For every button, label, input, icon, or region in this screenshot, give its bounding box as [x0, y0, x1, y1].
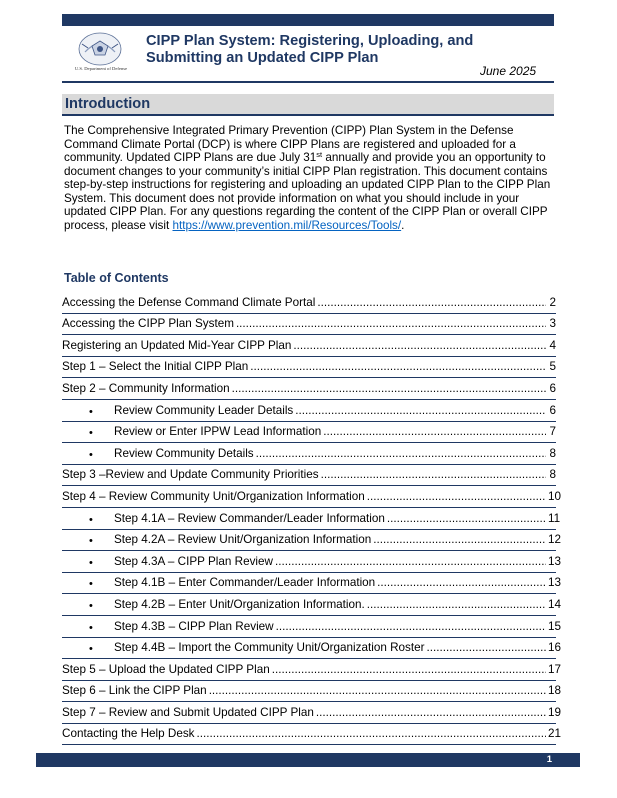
toc-entry-title: Step 5 – Upload the Updated CIPP Plan [62, 662, 270, 676]
toc-entry-title: Step 7 – Review and Submit Updated CIPP Plan [62, 705, 314, 719]
toc-entry-title: Review Community Leader Details [114, 403, 294, 417]
bullet-icon: • [89, 621, 93, 634]
toc-entry[interactable] [62, 573, 562, 595]
toc-page-number: 8 [549, 468, 556, 482]
toc-dot-leader [197, 727, 546, 740]
toc-entry[interactable] [62, 378, 556, 400]
bullet-icon: • [89, 556, 93, 569]
bullet-icon: • [89, 643, 93, 656]
toc-dot-leader [232, 382, 546, 395]
toc-entry[interactable] [62, 616, 562, 638]
toc-page-number: 19 [548, 705, 562, 719]
page-number: 1 [546, 754, 552, 765]
toc-entry[interactable] [62, 530, 562, 552]
header-bar [62, 14, 554, 26]
toc-entry-title: Step 1 – Select the Initial CIPP Plan [62, 360, 249, 374]
toc-page-number: 2 [549, 295, 556, 309]
toc-entry-title: Step 4.2B – Enter Unit/Organization Information. [114, 597, 365, 611]
toc-page-number: 10 [548, 489, 562, 503]
toc-entry-title: Accessing the Defense Command Climate Portal [62, 295, 316, 309]
toc-dot-leader [256, 447, 546, 460]
toc-dot-leader [373, 533, 546, 546]
toc-entry[interactable] [62, 357, 556, 379]
section-header [62, 94, 554, 116]
toc-entry-title: Review Community Details [114, 446, 254, 460]
toc-entry-title: Registering an Updated Mid-Year CIPP Plan [62, 338, 292, 352]
toc-entry[interactable] [62, 681, 562, 703]
toc-dot-leader [276, 620, 546, 633]
toc-dot-leader [323, 425, 546, 438]
toc-dot-leader [367, 598, 546, 611]
toc-entry[interactable] [62, 443, 556, 465]
toc-entry[interactable] [62, 486, 562, 508]
toc-page-number: 6 [549, 403, 556, 417]
toc-entry[interactable] [62, 422, 556, 444]
toc-entry-title: Step 4.2A – Review Unit/Organization Information [114, 533, 372, 547]
toc-entry[interactable] [62, 314, 556, 336]
toc-entry[interactable] [62, 551, 562, 573]
bullet-icon: • [89, 599, 93, 612]
toc-entry-title: Step 2 – Community Information [62, 381, 230, 395]
bullet-icon: • [89, 578, 93, 591]
toc-dot-leader [377, 576, 546, 589]
toc-page-number: 6 [549, 381, 556, 395]
toc-entry[interactable] [62, 638, 562, 660]
bullet-icon: • [89, 535, 93, 548]
toc-entry[interactable] [62, 335, 556, 357]
toc-page-number: 14 [548, 597, 562, 611]
toc-heading: Table of Contents [64, 271, 169, 285]
toc-entry-title: Step 4.3A – CIPP Plan Review [114, 554, 273, 568]
toc-entry[interactable] [62, 702, 562, 724]
document-title [146, 33, 506, 67]
dod-seal-icon [78, 32, 122, 66]
toc-dot-leader [316, 706, 546, 719]
toc-dot-leader [250, 360, 546, 373]
table-of-contents [62, 292, 562, 745]
toc-dot-leader [209, 684, 546, 697]
title-line-2: Submitting an Updated CIPP Plan [146, 50, 379, 66]
toc-page-number: 8 [549, 446, 556, 460]
toc-entry-title: Step 4.1A – Review Commander/Leader Information [114, 511, 385, 525]
toc-entry-title: Step 4.3B – CIPP Plan Review [114, 619, 274, 633]
title-divider [62, 81, 554, 83]
toc-entry[interactable] [62, 292, 556, 314]
bullet-icon: • [89, 513, 93, 526]
intro-superscript: st [316, 150, 323, 159]
toc-entry-title: Review or Enter IPPW Lead Information [114, 425, 322, 439]
toc-dot-leader [387, 512, 546, 525]
toc-page-number: 15 [548, 619, 562, 633]
intro-paragraph [64, 124, 556, 232]
toc-dot-leader [236, 317, 546, 330]
toc-entry-title: Step 4.1B – Enter Commander/Leader Information [114, 576, 376, 590]
toc-dot-leader [275, 555, 546, 568]
intro-text-2: annually and provide you an opportunity to document changes to your community’s initial CIPP Plan registration. This document contains step-by-step instructions for registering and uploading an updated CIPP Plan to the CIPP Plan System. This document does not provide information on what you should include in your updated CIPP Plan. For any questions regarding the content of the CIPP Plan or overall CIPP process, please visit [64, 151, 551, 232]
footer-bar [36, 753, 580, 767]
bullet-icon: • [89, 427, 93, 440]
toc-page-number: 21 [548, 727, 562, 741]
intro-text-1: The Comprehensive Integrated Primary Prevention (CIPP) Plan System in the Defense Command Climate Portal (DCP) is where CIPP Plans are registered and uploaded for a community. Updated CIPP Plans are due July 31 [64, 124, 516, 164]
toc-page-number: 3 [549, 317, 556, 331]
toc-entry[interactable] [62, 465, 556, 487]
toc-dot-leader [293, 339, 546, 352]
document-date: June 2025 [480, 64, 537, 78]
toc-entry[interactable] [62, 724, 562, 746]
toc-page-number: 18 [548, 684, 562, 698]
toc-dot-leader [427, 641, 546, 654]
toc-page-number: 5 [549, 360, 556, 374]
seal-caption: U.S. Department of Defense [74, 66, 128, 71]
toc-dot-leader [321, 468, 546, 481]
toc-dot-leader [295, 404, 546, 417]
toc-entry[interactable] [62, 508, 561, 530]
toc-page-number: 7 [549, 425, 556, 439]
toc-page-number: 17 [548, 662, 562, 676]
title-line-1: CIPP Plan System: Registering, Uploading, and [146, 33, 474, 49]
section-title: Introduction [65, 96, 151, 112]
toc-entry-title: Accessing the CIPP Plan System [62, 317, 234, 331]
toc-page-number: 4 [549, 338, 556, 352]
toc-entry-title: Step 6 – Link the CIPP Plan [62, 684, 207, 698]
toc-entry[interactable] [62, 594, 562, 616]
toc-entry[interactable] [62, 400, 556, 422]
toc-entry-title: Step 4.4B – Import the Community Unit/Organization Roster [114, 641, 425, 655]
bullet-icon: • [89, 405, 93, 418]
toc-entry-title: Contacting the Help Desk [62, 727, 195, 741]
toc-dot-leader [272, 663, 546, 676]
toc-dot-leader [317, 296, 546, 309]
toc-entry-title: Step 4 – Review Community Unit/Organization Information [62, 489, 365, 503]
toc-dot-leader [367, 490, 546, 503]
toc-page-number: 16 [548, 641, 562, 655]
bullet-icon: • [89, 448, 93, 461]
toc-page-number: 13 [548, 554, 562, 568]
toc-entry[interactable] [62, 659, 562, 681]
toc-page-number: 12 [548, 533, 562, 547]
toc-page-number: 13 [548, 576, 562, 590]
toc-page-number: 11 [548, 511, 561, 525]
intro-text-3: . [401, 218, 405, 232]
toc-entry-title: Step 3 –Review and Update Community Priorities [62, 468, 319, 482]
resources-link[interactable]: https://www.prevention.mil/Resources/Tools/ [172, 218, 402, 232]
